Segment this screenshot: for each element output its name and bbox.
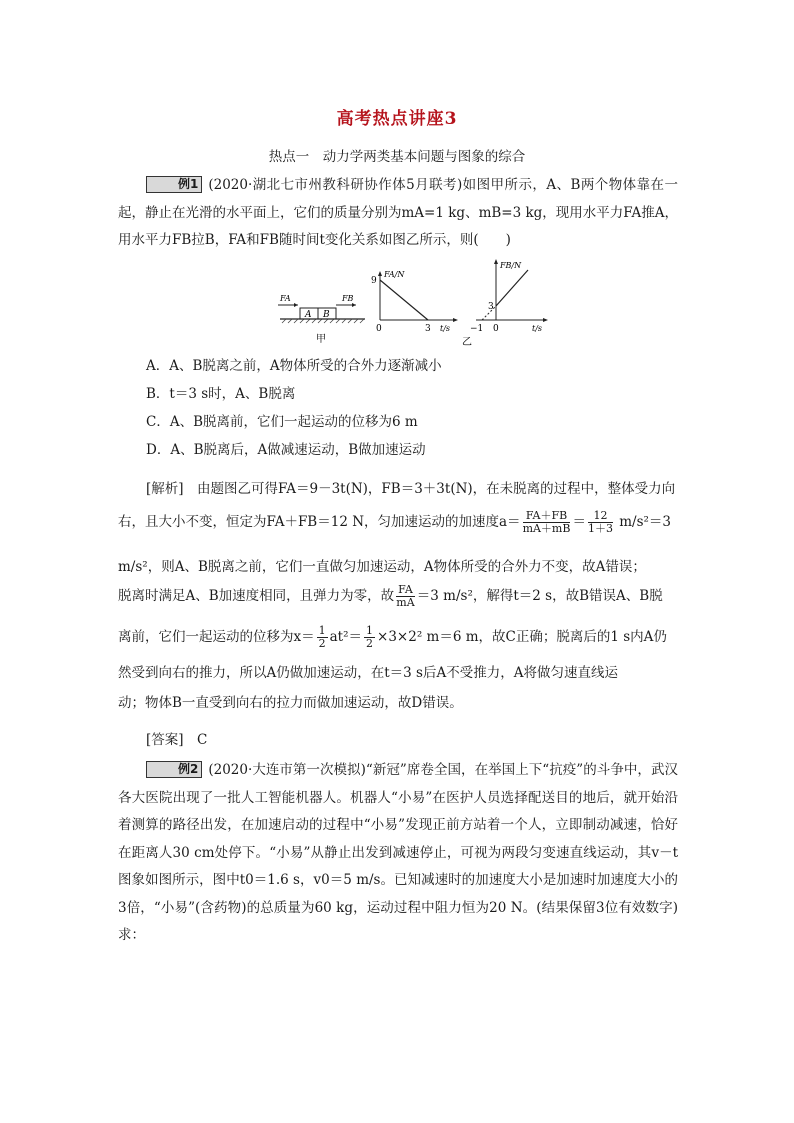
svg-text:0: 0 [493, 324, 499, 334]
analysis-line-3: m/s²，则A、B脱离之前，它们一直做匀加速运动，A物体所受的合外力不变，故A错误； [118, 559, 646, 575]
option-d: D．A、B脱离后，A做减速运动，B做加速运动 [146, 442, 426, 458]
analysis-line-1: [解析] 由题图乙可得FA＝9－3t(N)，FB＝3＋3t(N)，在未脱离的过程中，整体受力向 [146, 481, 676, 497]
svg-text:FA/N: FA/N [384, 270, 405, 279]
section-subtitle: 热点一 动力学两类基本问题与图象的综合 [268, 149, 526, 165]
svg-text:t/s: t/s [440, 324, 451, 333]
answer: [答案] C [146, 732, 208, 748]
analysis-line-5: 离前，它们一起运动的位移为x＝ $\frac{1}{2}$ at²＝ $\frac{1}{2}$ ×3×2² m＝6 m，故C正确；脱离后的1 s内A仍 [118, 624, 667, 650]
analysis-line-6: 然受到向右的推力，所以A仍做加速运动，在t＝3 s后A不受推力，A将做匀速直线运 [118, 665, 618, 681]
example1-stem [118, 172, 678, 255]
svg-text:9: 9 [371, 276, 377, 286]
fa-arrow-label: FA [280, 294, 291, 303]
yi-label: 乙 [462, 337, 472, 348]
fraction-accel: $\frac{FA+FB}{mA+mB}$ [522, 509, 571, 535]
svg-text:3: 3 [425, 324, 431, 334]
option-a: A．A、B脱离之前，A物体所受的合外力逐渐减小 [146, 358, 442, 374]
option-b: B．t＝3 s时，A、B脱离 [146, 386, 296, 402]
graph-fb [462, 256, 556, 348]
svg-text:A: A [305, 310, 312, 320]
analysis-line-4: 脱离时满足A、B加速度相同，且弹力为零，故 $\frac{FA}{mA}$ ＝3 m/s²，解得t＝2 s，故B错误A、B脱 [118, 583, 663, 609]
fb-arrow-label: FB [342, 294, 354, 303]
graph-fa [364, 268, 464, 338]
example1-stem-text: (2020·湖北七市州教科研协作体5月联考)如图甲所示，A、B两个物体靠在一起，静止在光滑的水平面上，它们的质量分别为mA=1 kg、mB=3 kg，现用水平力FA推A，用水平力FB拉B，FA和FB随时间t变化关系如图乙所示，则( ) [118, 177, 678, 248]
example2-stem-text: (2020·大连市第一次模拟)“新冠”席卷全国，在举国上下“抗疫”的斗争中，武汉各大医院出现了一批人工智能机器人。机器人“小易”在医护人员选择配送目的地后，就开始沿着测算的路径出发，在加速启动的过程中“小易”发现正前方站着一个人，立即制动减速，恰好在距离人30 cm处停下。“小易”从静止出发到减速停止，可视为两段匀变速直线运动，其v－t图象如图所示，图中t0＝1.6 s，v0＝5 m/s。已知减速时的加速度大小是加速时加速度大小的3倍，“小易”(含药物)的总质量为60 kg，运动过程中阻力恒为20 N。(结果保留3位有效数字)求： [118, 762, 678, 943]
svg-text:FB/N: FB/N [500, 261, 522, 270]
svg-text:−1: −1 [470, 324, 484, 334]
fraction-half-1: $\frac{1}{2}$ [318, 624, 326, 650]
example2-stem [118, 757, 678, 950]
svg-text:0: 0 [376, 324, 382, 334]
example1-tag: 例1 [146, 176, 202, 193]
page-title: 高考热点讲座3 [336, 109, 458, 129]
analysis-line-2: 右，且大小不变，恒定为FA＋FB＝12 N，匀加速运动的加速度a＝ $\frac{FA+FB}{mA+mB}$ ＝ $\frac{12}{1+3}$ m/s²＝3 [118, 509, 672, 535]
svg-text:3: 3 [488, 302, 494, 312]
fraction-fa-ma: $\frac{FA}{mA}$ [396, 583, 415, 609]
fraction-value: $\frac{12}{1+3}$ [587, 509, 613, 535]
svg-text:B: B [323, 310, 330, 320]
figure-jia [270, 286, 375, 346]
jia-label: 甲 [316, 334, 326, 345]
option-c: C．A、B脱离前，它们一起运动的位移为6 m [146, 414, 418, 430]
example2-tag: 例2 [146, 761, 202, 778]
svg-text:t/s: t/s [532, 324, 543, 333]
fraction-half-2: $\frac{1}{2}$ [366, 624, 374, 650]
analysis-line-7: 动；物体B一直受到向右的拉力而做加速运动，故D错误。 [118, 695, 463, 711]
